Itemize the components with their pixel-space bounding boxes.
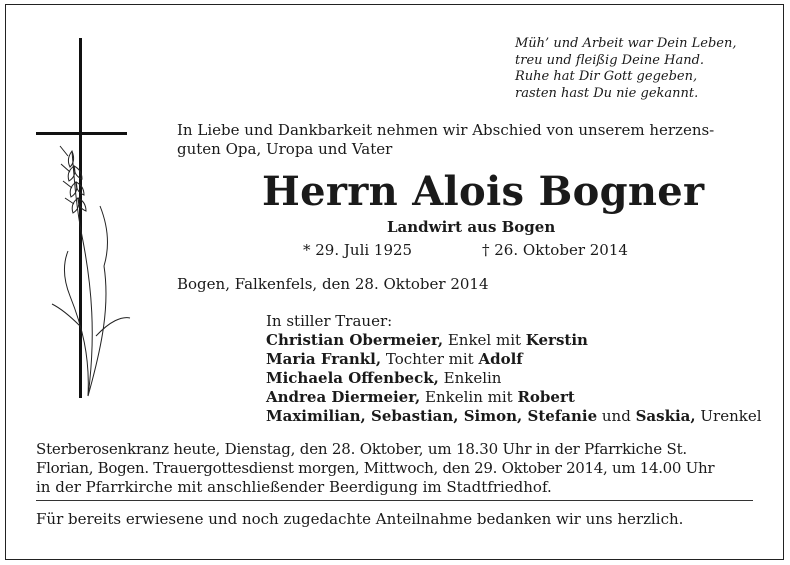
mourner-relation: Tochter mit <box>381 350 479 368</box>
poem-line: rasten hast Du nie gekannt. <box>515 85 699 101</box>
mourner-relation: Enkelin <box>438 369 502 387</box>
place-date: Bogen, Falkenfels, den 28. Oktober 2014 <box>177 275 489 293</box>
mourner-partner: Kerstin <box>525 331 588 349</box>
mourner-line <box>266 331 588 349</box>
mourner-line <box>266 369 501 387</box>
mourner-line <box>266 350 523 368</box>
mourners-heading: In stiller Trauer: <box>266 312 393 330</box>
poem <box>515 36 737 102</box>
subtitle: Landwirt aus Bogen <box>387 218 556 236</box>
mourner-name: Michaela Offenbeck, <box>266 369 439 387</box>
birth-date: * 29. Juli 1925 <box>303 241 413 259</box>
mourner-line <box>266 407 762 425</box>
mourner-relation: und <box>597 407 636 425</box>
poem-line: Müh’ und Arbeit war Dein Leben, <box>515 36 737 51</box>
mourner-name: Maximilian, Sebastian, Simon, Stefanie <box>266 407 598 425</box>
poem-line: treu und fleißig Deine Hand. <box>515 52 705 68</box>
thanks-line: Für bereits erwiesene und noch zugedachte Anteilnahme bedanken wir uns herzlich. <box>36 510 684 528</box>
service-line: in der Pfarrkirche mit anschließender Beerdigung im Stadtfriedhof. <box>36 478 552 496</box>
service-line: Florian, Bogen. Trauergottesdienst morgen, Mittwoch, den 29. Oktober 2014, um 14.00 Uhr <box>36 459 715 477</box>
service-line: Sterberosenkranz heute, Dienstag, den 28. Oktober, um 18.30 Uhr in der Pfarrkiche St. <box>36 440 687 458</box>
mourner-name: Maria Frankl, <box>266 350 382 368</box>
poem-line: Ruhe hat Dir Gott gegeben, <box>515 69 698 84</box>
deceased-name: Herrn Alois Bogner <box>262 168 705 215</box>
death-date: † 26. Oktober 2014 <box>482 241 628 259</box>
intro-line: guten Opa, Uropa und Vater <box>177 140 393 158</box>
mourner-relation: Enkelin mit <box>420 388 518 406</box>
wheat-icon <box>52 146 130 396</box>
cross-wheat-icon <box>30 36 140 406</box>
mourner-partner: Adolf <box>478 350 523 368</box>
mourner-relation: Enkel mit <box>443 331 526 349</box>
mourner-relation: Urenkel <box>695 407 762 425</box>
cross-icon <box>36 38 127 398</box>
intro-line: In Liebe und Dankbarkeit nehmen wir Abschied von unserem herzens- <box>177 121 715 139</box>
mourner-line <box>266 388 575 406</box>
mourner-partner: Robert <box>517 388 575 406</box>
divider <box>36 500 753 501</box>
mourner-name: Andrea Diermeier, <box>266 388 421 406</box>
mourner-name: Christian Obermeier, <box>266 331 444 349</box>
mourner-name: Saskia, <box>635 407 696 425</box>
